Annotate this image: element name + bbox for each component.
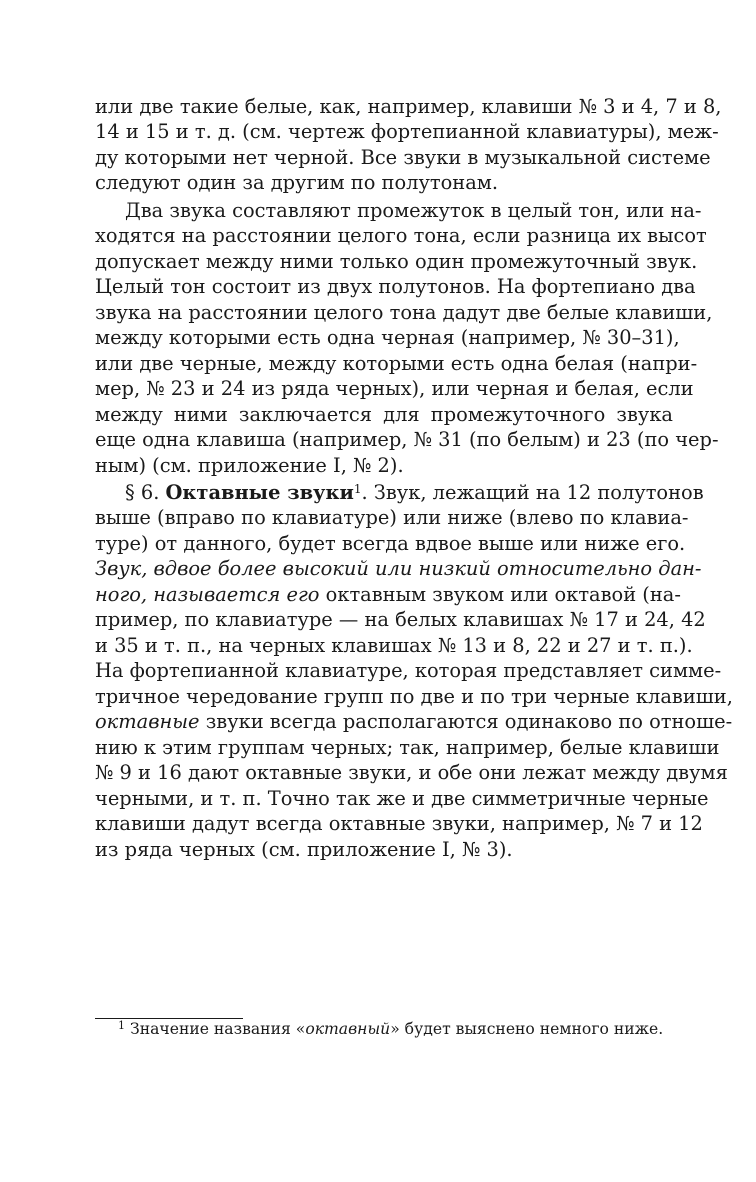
p2-line-1: Два звука составляют промежуток в целый тон, или на- [125,199,702,222]
p3-line-12: № 9 и 16 дают октавные звуки, и обе они лежат между двумя [95,761,728,784]
p3-line-2: выше (вправо по клавиатуре) или ниже (влево по клавиа- [95,506,689,529]
p3-line-15: из ряда черных (см. приложение I, № 3). [95,838,513,861]
p3-line-1 [125,481,704,505]
p2-line-6: между которыми есть одна черная (например, № 30–31), [95,326,680,349]
p3-line-11: нию к этим группам черных; так, например, белые клавиши [95,736,720,759]
p3-line-1-text: . Звук, лежащий на 12 полутонов [361,481,704,504]
footnote [118,1019,663,1039]
p3-line-13: черными, и т. п. Точно так же и две симметричные черные [95,787,709,810]
p2-line-9: между ними заключается для промежуточного звука [95,403,673,426]
p3-line-8: На фортепианной клавиатуре, которая представляет симме- [95,659,722,682]
p2-line-7: или две черные, между которыми есть одна белая (напри- [95,352,698,375]
p3-line-3: туре) от данного, будет всегда вдвое выше или ниже его. [95,532,686,555]
section-number: § 6. [125,481,166,504]
definition-italic: ного, называется его [95,583,320,606]
p2-line-5: звука на расстоянии целого тона дадут две белые клавиши, [95,301,713,324]
p3-line-6: пример, по клавиатуре — на белых клавишах № 17 и 24, 42 [95,608,706,631]
footnote-text-after: » будет выяснено немного ниже. [390,1020,664,1038]
p2-line-2: ходятся на расстоянии целого тона, если разница их высот [95,224,707,247]
p1-line-2: 14 и 15 и т. д. (см. чертеж фортепианной клавиатуры), меж- [95,120,719,143]
p1-line-3: ду которыми нет черной. Все звуки в музыкальной системе [95,146,711,169]
footnote-ref: 1 [353,482,362,496]
p2-line-4: Целый тон состоит из двух полутонов. На фортепиано два [95,275,696,298]
p2-line-3: допускает между ними только один промежуточный звук. [95,250,698,273]
p2-line-8: мер, № 23 и 24 из ряда черных), или черная и белая, если [95,377,694,400]
p1-line-4: следуют один за другим по полутонам. [95,171,499,194]
footnote-mark: 1 [118,1019,125,1032]
p3-line-9: тричное чередование групп по две и по три черные клавиши, [95,685,733,708]
p3-line-14: клавиши дадут всегда октавные звуки, например, № 7 и 12 [95,812,703,835]
p3-line-4: Звук, вдвое более высокий или низкий относительно дан- [95,557,702,580]
p3-line-5-text: октавным звуком или октавой (на- [319,583,681,606]
p3-line-5 [95,583,681,607]
p2-line-11: ным) (см. приложение I, № 2). [95,454,404,477]
section-heading: Октавные звуки [165,481,354,504]
footnote-term: октавный [305,1020,391,1038]
p3-line-7: и 35 и т. п., на черных клавишах № 13 и 8, 22 и 27 и т. п.). [95,634,693,657]
p3-line-10 [95,710,733,734]
p1-line-1: или две такие белые, как, например, клавиши № 3 и 4, 7 и 8, [95,95,722,118]
p2-line-10: еще одна клавиша (например, № 31 (по белым) и 23 (по чер- [95,428,719,451]
p3-line-10-text: звуки всегда располагаются одинаково по отноше- [199,710,733,733]
footnote-text-before: Значение названия « [130,1020,306,1038]
term-octave-italic: октавные [95,710,200,733]
